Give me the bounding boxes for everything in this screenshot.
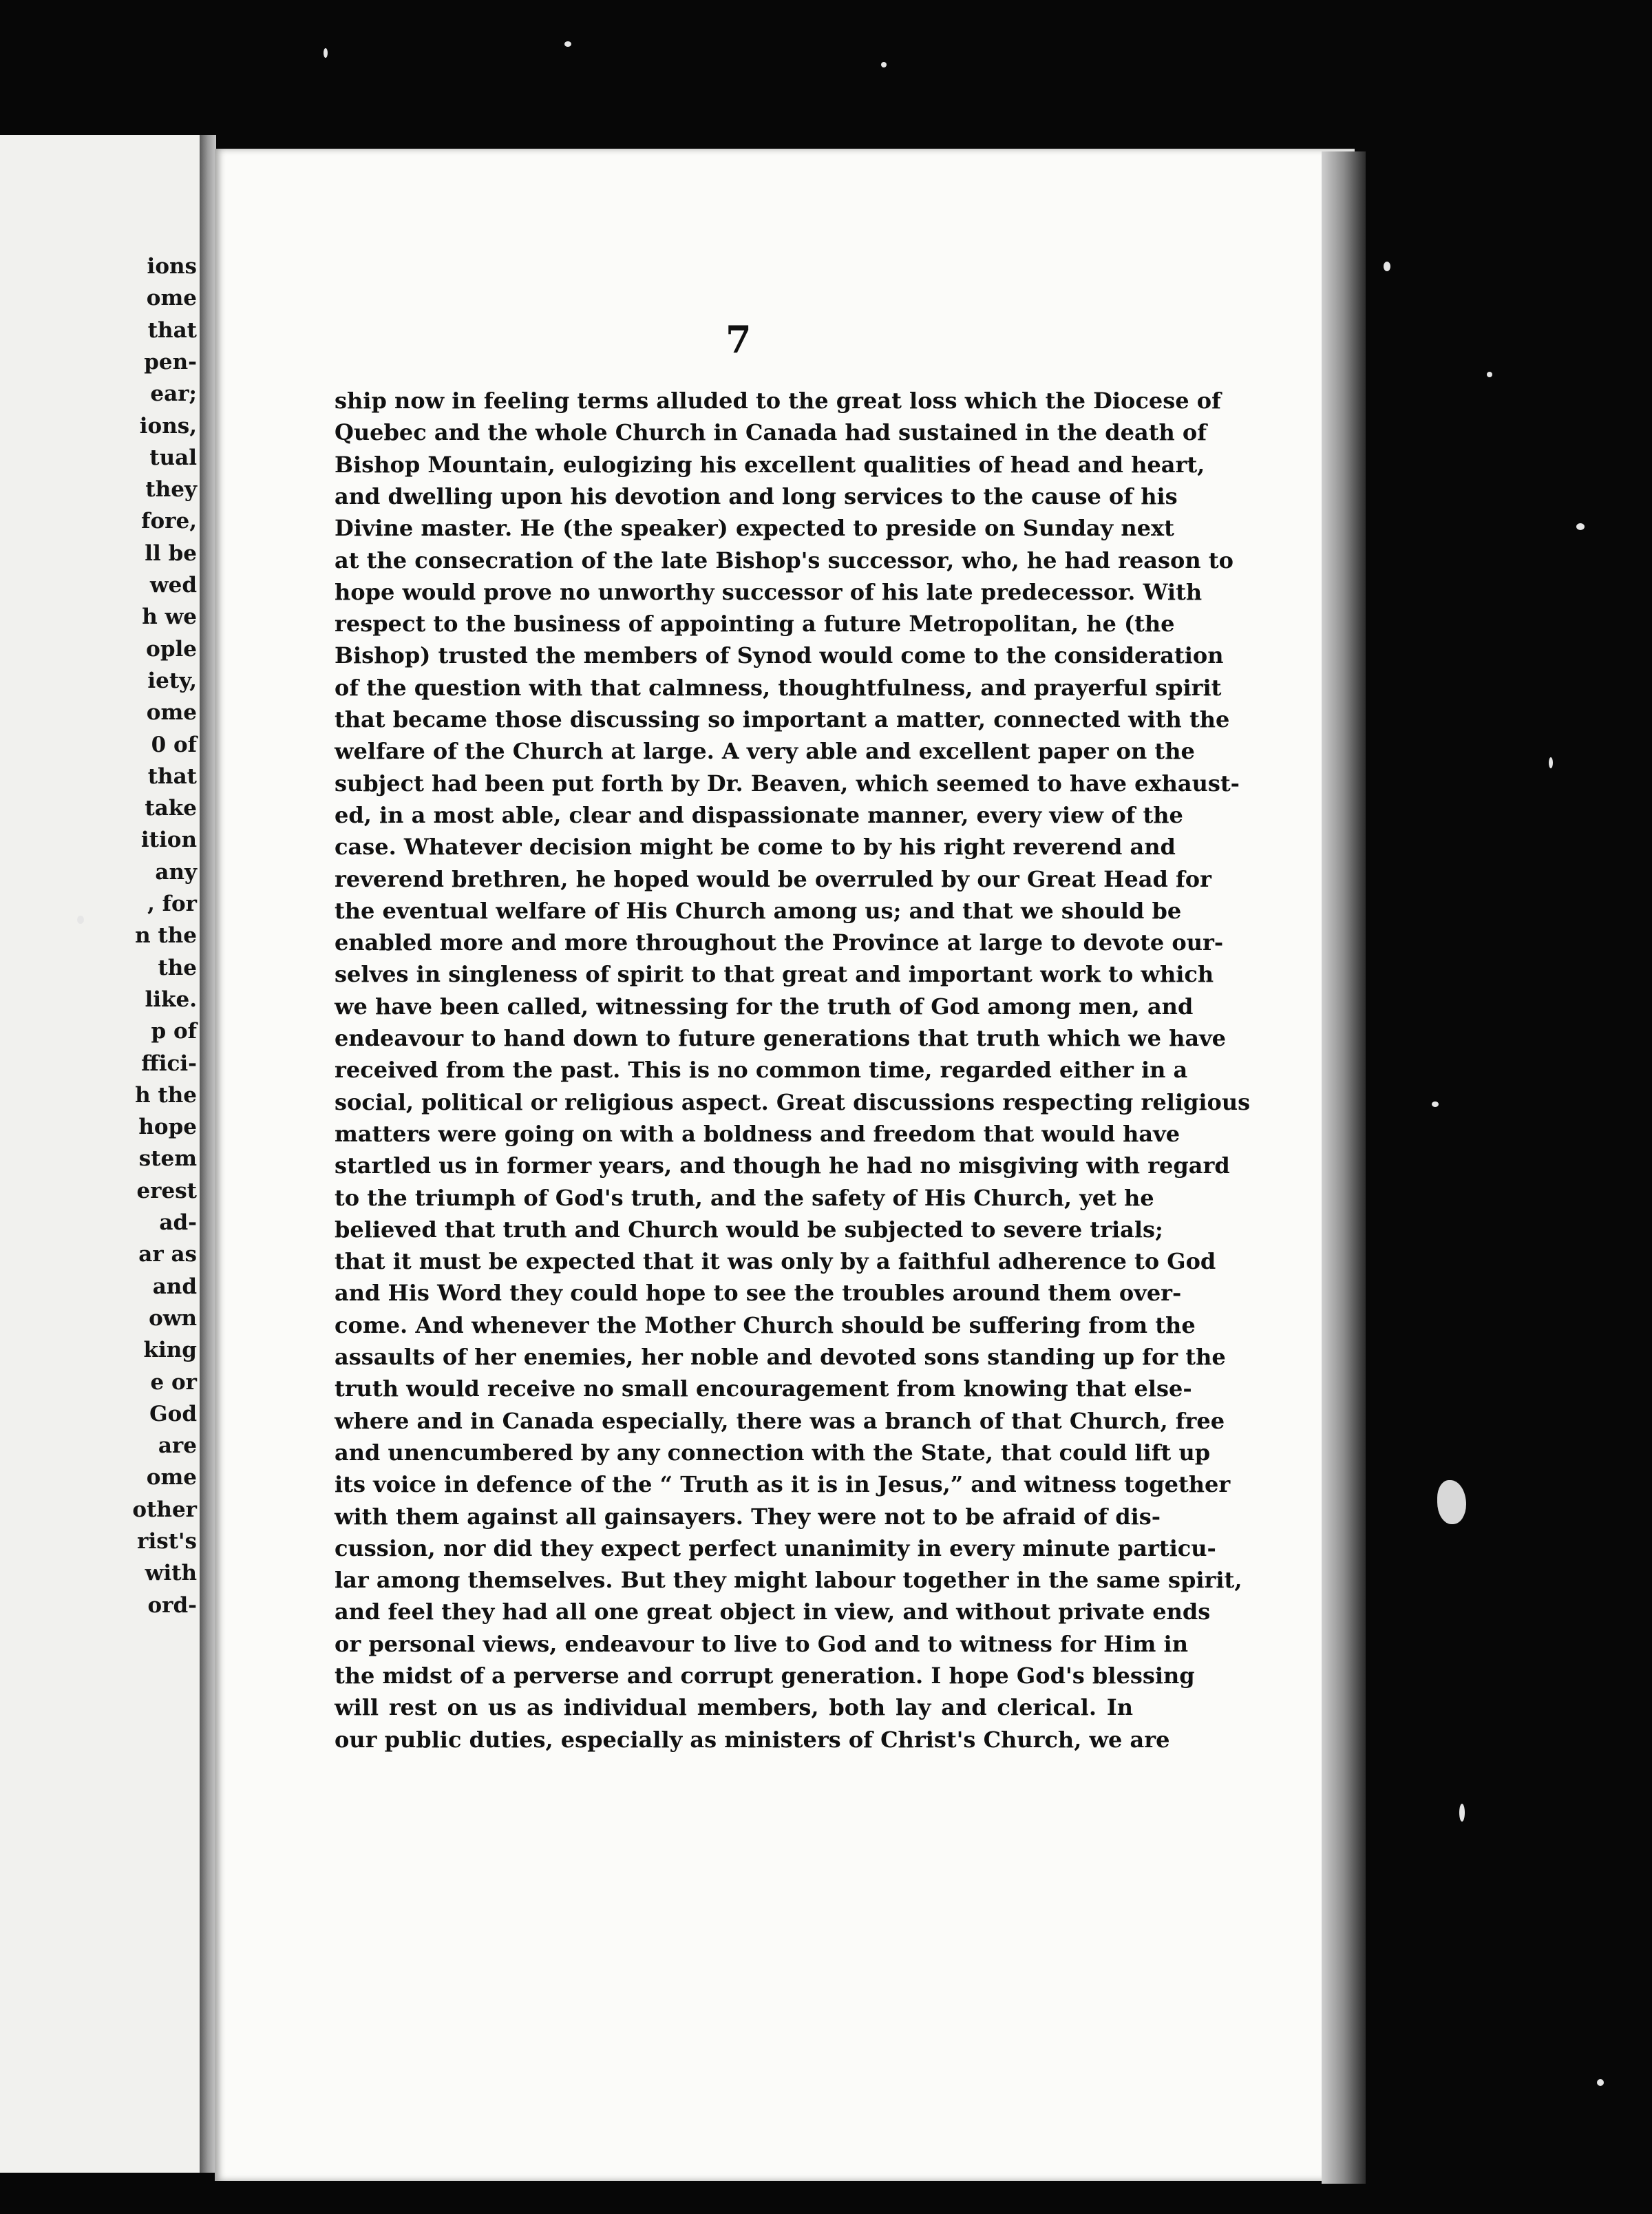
scan-speck: [77, 916, 84, 924]
text-line: Bishop) trusted the members of Synod would come to the consideration: [335, 642, 1224, 668]
text-line: and unencumbered by any connection with the State, that could lift up: [335, 1440, 1211, 1466]
facing-text-fragment: erest: [136, 1179, 197, 1203]
text-line: that it must be expected that it was only by a faithful adherence to God: [335, 1248, 1216, 1274]
facing-text-fragment: God: [149, 1402, 197, 1426]
scan-speck: [881, 62, 887, 67]
facing-text-fragment: they: [145, 477, 197, 502]
facing-text-fragment: are: [158, 1433, 197, 1458]
text-line: received from the past. This is no common time, regarded either in a: [335, 1057, 1188, 1083]
facing-text-fragment: n the: [135, 923, 197, 948]
facing-text-fragment: the: [158, 956, 197, 980]
scan-speck: [1576, 523, 1585, 530]
scan-speck: [1384, 262, 1390, 271]
text-line: assaults of her enemies, her noble and devoted sons standing up for the: [335, 1344, 1226, 1370]
facing-text-fragment: h the: [135, 1083, 197, 1108]
facing-text-fragment: e or: [150, 1370, 197, 1395]
scan-speck: [1459, 1804, 1465, 1822]
text-line: Quebec and the whole Church in Canada had sustained in the death of: [335, 419, 1207, 445]
facing-text-fragment: ord-: [147, 1593, 197, 1618]
facing-text-fragment: , for: [147, 892, 197, 916]
facing-text-fragment: with: [145, 1561, 197, 1585]
facing-text-fragment: other: [132, 1497, 197, 1522]
page-edge: [1322, 151, 1366, 2184]
facing-text-fragment: ear;: [150, 381, 197, 406]
scan-speck: [1549, 757, 1553, 768]
facing-text-fragment: h we: [142, 604, 197, 629]
text-line: our public duties, especially as ministers of Christ's Church, we are: [335, 1727, 1170, 1753]
facing-text-fragment: fore,: [141, 509, 197, 534]
facing-text-fragment: iety,: [147, 668, 197, 693]
text-line: believed that truth and Church would be subjected to severe trials;: [335, 1216, 1163, 1243]
facing-text-fragment: ffici-: [141, 1051, 197, 1076]
facing-text-fragment: ople: [146, 637, 197, 662]
text-line: case. Whatever decision might be come to by his right reverend and: [335, 834, 1176, 860]
scan-speck: [1597, 2079, 1604, 2086]
facing-text-fragment: ome: [146, 286, 197, 310]
scan-blot: [1437, 1480, 1466, 1524]
facing-text-fragment: king: [143, 1338, 197, 1362]
text-line: Divine master. He (the speaker) expected to preside on Sunday next: [335, 515, 1174, 541]
text-line: the eventual welfare of His Church among us; and that we should be: [335, 898, 1182, 924]
text-line: lar among themselves. But they might labour together in the same spirit,: [335, 1567, 1242, 1593]
text-line: or personal views, endeavour to live to God and to witness for Him in: [335, 1631, 1188, 1657]
facing-text-fragment: ions: [147, 254, 197, 279]
text-line: welfare of the Church at large. A very able and excellent paper on the: [335, 738, 1195, 764]
text-line: cussion, nor did they expect perfect unanimity in every minute particu-: [335, 1535, 1216, 1561]
facing-text-fragment: that: [147, 318, 197, 343]
scan-speck: [324, 48, 328, 58]
page-number: 7: [726, 317, 752, 361]
text-line: we have been called, witnessing for the truth of God among men, and: [335, 993, 1194, 1020]
text-line: respect to the business of appointing a future Metropolitan, he (the: [335, 611, 1175, 637]
text-line: enabled more and more throughout the Province at large to devote our-: [335, 929, 1224, 956]
facing-text-fragment: ad-: [159, 1210, 197, 1235]
text-line: of the question with that calmness, thoughtfulness, and prayerful spirit: [335, 675, 1222, 701]
text-line: its voice in defence of the “ Truth as it is in Jesus,” and witness together: [335, 1471, 1231, 1497]
text-line: hope would prove no unworthy successor of his late predecessor. With: [335, 579, 1203, 605]
facing-text-fragment: tual: [149, 445, 197, 470]
scan-speck: [1487, 372, 1492, 377]
facing-text-fragment: ome: [146, 700, 197, 725]
facing-text-fragment: hope: [138, 1115, 197, 1139]
facing-text-fragment: like.: [145, 987, 197, 1012]
text-line: and His Word they could hope to see the troubles around them over-: [335, 1280, 1182, 1306]
text-line: startled us in former years, and though he had no misgiving with regard: [335, 1152, 1230, 1179]
facing-text-fragment: ions,: [139, 414, 197, 439]
book-gutter: [200, 135, 216, 2173]
facing-text-fragment: rist's: [137, 1529, 197, 1554]
facing-text-fragment: any: [155, 860, 197, 885]
facing-text-fragment: ition: [140, 827, 197, 852]
text-line: with them against all gainsayers. They were not to be afraid of dis-: [335, 1504, 1161, 1530]
text-line: ship now in feeling terms alluded to the great loss which the Diocese of: [335, 388, 1221, 414]
text-line: social, political or religious aspect. Great discussions respecting religious: [335, 1089, 1251, 1115]
text-line: ed, in a most able, clear and dispassionate manner, every view of the: [335, 802, 1183, 828]
text-line: reverend brethren, he hoped would be overruled by our Great Head for: [335, 866, 1211, 892]
facing-text-fragment: that: [147, 764, 197, 789]
facing-text-fragment: take: [145, 796, 197, 821]
text-line: will rest on us as individual members, both lay and clerical. In: [335, 1694, 1133, 1720]
facing-text-fragment: ome: [146, 1465, 197, 1490]
facing-text-fragment: pen-: [144, 350, 197, 375]
text-line: to the triumph of God's truth, and the safety of His Church, yet he: [335, 1185, 1154, 1211]
text-line: truth would receive no small encouragement from knowing that else-: [335, 1375, 1192, 1402]
text-line: and feel they had all one great object in view, and without private ends: [335, 1599, 1211, 1625]
facing-page: [0, 135, 209, 2173]
facing-text-fragment: 0 of: [151, 732, 197, 757]
facing-text-fragment: ll be: [145, 541, 197, 566]
text-line: endeavour to hand down to future generations that truth which we have: [335, 1025, 1227, 1051]
text-line: selves in singleness of spirit to that great and important work to which: [335, 961, 1214, 987]
scan-speck: [1432, 1101, 1439, 1107]
text-line: matters were going on with a boldness and freedom that would have: [335, 1121, 1180, 1147]
facing-text-fragment: own: [149, 1306, 197, 1331]
text-line: the midst of a perverse and corrupt generation. I hope God's blessing: [335, 1663, 1195, 1689]
facing-text-fragment: p of: [151, 1019, 197, 1044]
text-line: that became those discussing so important a matter, connected with the: [335, 706, 1230, 732]
text-line: Bishop Mountain, eulogizing his excellent qualities of head and heart,: [335, 452, 1205, 478]
facing-text-fragment: wed: [149, 573, 197, 598]
facing-text-fragment: and: [152, 1274, 197, 1299]
text-line: at the consecration of the late Bishop's successor, who, he had reason to: [335, 547, 1233, 573]
text-line: come. And whenever the Mother Church should be suffering from the: [335, 1312, 1196, 1338]
text-line: subject had been put forth by Dr. Beaven, which seemed to have exhaust-: [335, 770, 1240, 797]
facing-text-fragment: stem: [138, 1146, 197, 1171]
facing-text-fragment: ar as: [138, 1242, 197, 1267]
text-line: where and in Canada especially, there was a branch of that Church, free: [335, 1408, 1225, 1434]
text-line: and dwelling upon his devotion and long services to the cause of his: [335, 483, 1178, 509]
scan-speck: [564, 41, 571, 47]
